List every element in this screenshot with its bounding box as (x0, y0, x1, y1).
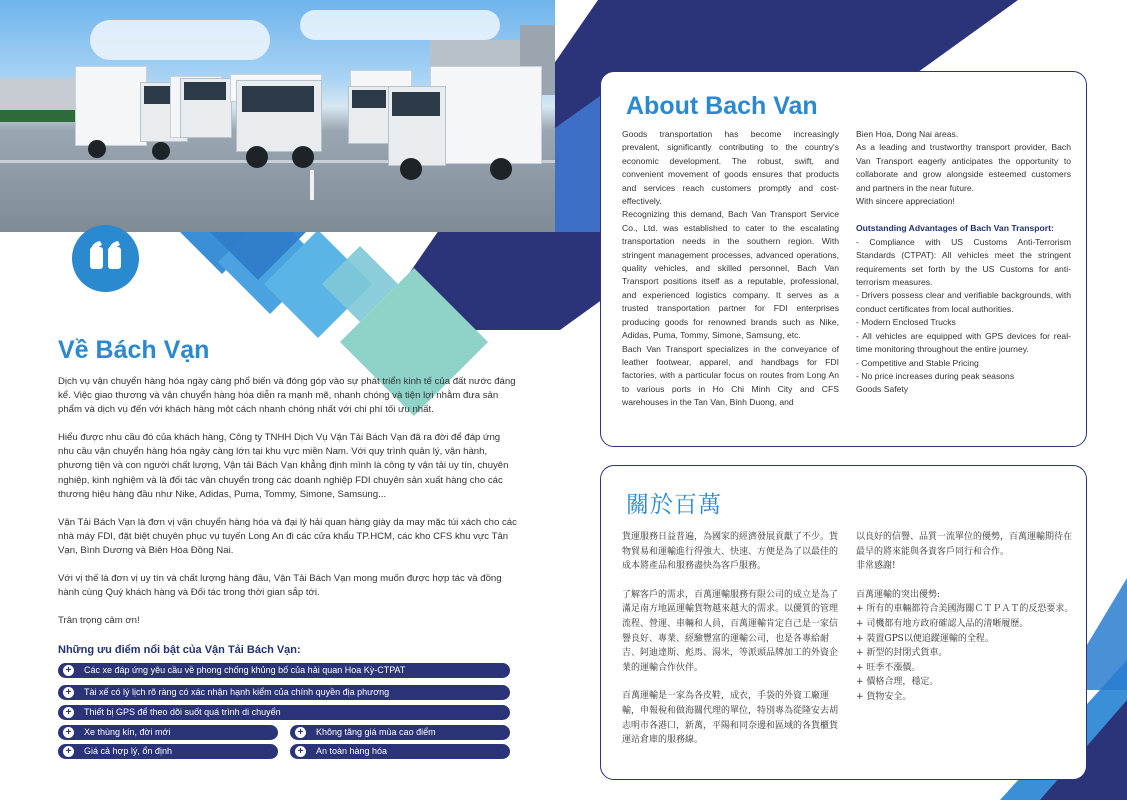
plus-icon: + (63, 687, 74, 698)
vietnamese-body (58, 375, 518, 642)
plus-icon: + (63, 707, 74, 718)
quote-badge (72, 225, 139, 292)
zh-advantage-1: + 所有的車輛都符合美國海關ＣＴＰＡＴ的反恐要求。 (856, 604, 1074, 615)
en-advantage-4: - All vehicles are equipped with GPS devices for real-time monitoring throughout the entire journey. (856, 330, 1071, 355)
en-advantages-title: Outstanding Advantages of Bach Van Transport: (856, 223, 1054, 234)
vn-advantage-3 (58, 705, 510, 720)
en-advantage-5: - Competitive and Stable Pricing (856, 357, 979, 368)
zh-advantage-5: + 旺季不漲價。 (856, 662, 921, 673)
vn-advantages-title: Những ưu điểm nổi bật của Vận Tải Bách Vạn: (58, 644, 301, 656)
zh-col1-paragraph-1: 貨運服務日益普遍，為國家的經濟發展貢獻了不少。貨物貿易和運輸進行得強大、快速、方便是為了以最佳的成本將產品和服務盡快為客戶服務。 (622, 532, 839, 572)
vn-advantage-3-label: Thiết bị GPS để theo dõi suốt quá trình di chuyển (84, 707, 281, 717)
en-col1-paragraph-3: Bach Van Transport specializes in the conveyance of leather footwear, apparel, and handbags for FDI factories, with a particular focus on routes from Long An to various ports in Ho Chi Minh City and CFS warehouses in the Tan Van, Binh Duong, and (622, 343, 839, 408)
zh-advantage-3: + 裝置GPS以便追蹤運輸的全程。 (856, 633, 994, 644)
vn-paragraph-5: Trân trọng cảm ơn! (58, 615, 140, 627)
en-col2-paragraph-2: As a leading and trustworthy transport provider, Bach Van Transport eagerly anticipates the opportunity to collaborate and grow alongside esteemed customers and partners in the near future. (856, 142, 1071, 193)
en-advantage-1: - Compliance with US Customs Anti-Terrorism Standards (CTPAT): All vehicles meet the stringent requirements set forth by the US Customs for anti-terrorism measures. (856, 236, 1071, 288)
vn-advantage-4-label: Xe thùng kín, đời mới (84, 727, 171, 737)
en-col1-paragraph-2: Recognizing this demand, Bach Van Transport Service Co., Ltd. was established to cater to the escalating transportation needs in the southern region. With stringent management processes, advanced operations, quality vehicles, and skilled personnel, Bach Van Transport positions itself as a reputable, professional, and experienced logistics company. It serves as a trusted transportation partner for FDI enterprises producing goods for renowned brands such as Nike, Adidas, Puma, Tommy, Simone, Samsung, etc. (622, 209, 839, 341)
vn-advantage-6 (58, 744, 278, 759)
zh-col2-paragraph-2: 非常感謝! (856, 561, 896, 572)
en-advantage-6: - No price increases during peak seasons (856, 370, 1015, 381)
english-title: About Bach Van (626, 92, 818, 120)
vn-advantage-1 (58, 663, 510, 678)
vn-paragraph-1: Dịch vụ vận chuyển hàng hóa ngày càng phổ biến và đóng góp vào sự phát triển kinh tế của đất nước đáng kể. Việc giao thương và vận chuyển hàng hóa diễn ra mạnh mẽ, nhanh chóng và tiện lợi nhằm đưa sản phẩm và dịch vụ đến với khách hàng một cách nhanh chóng nhất với chi phí tối ưu nhất. (58, 376, 516, 416)
vn-advantage-7 (290, 744, 510, 759)
en-advantage-7: Goods Safety (856, 384, 909, 395)
zh-advantage-6: + 價格合理，穩定。 (856, 677, 939, 688)
zh-advantage-2: + 司機都有地方政府確認人品的清晰履歷。 (856, 618, 1029, 629)
en-col1-paragraph-1: Goods transportation has become increasingly prevalent, significantly contributing to the country's economic development. The robust, swift, and convenient movement of goods ensures that products and services reach customers promptly and cost-effectively. (622, 129, 839, 207)
en-col2-paragraph-3: With sincere appreciation! (856, 196, 955, 207)
plus-icon: + (295, 746, 306, 757)
english-column-1 (622, 128, 839, 410)
zh-col1-paragraph-3: 百萬運輸是一家為各皮鞋，成衣，手袋的外資工廠運輸，申報稅和做海關代理的單位，特別專為從隆安去胡志明市各港口，新萬，平陽和同奈邊和區域的各貨櫃貨運站倉庫的服務線。 (622, 691, 839, 746)
vn-advantage-5 (290, 725, 510, 740)
zh-col2-paragraph-1: 以良好的信譽、品質一流單位的優勢，百萬運輸期待在最早的將來能與各貴客戶同行和合作。 (856, 532, 1073, 557)
plus-icon: + (63, 665, 74, 676)
zh-advantage-7: + 貨物安全。 (856, 691, 912, 702)
vn-paragraph-4: Với vị thế là đơn vị uy tín và chất lượng hàng đầu, Vận Tải Bách Vạn mong muốn được hợp tác và đồng hành cùng Quý khách hàng và Đối tác trong thời gian sắp tới. (58, 573, 502, 599)
vn-advantage-5-label: Không tăng giá mùa cao điểm (316, 727, 436, 737)
plus-icon: + (295, 727, 306, 738)
chinese-column-1 (622, 530, 840, 762)
trucks-photo (0, 0, 555, 232)
zh-col1-paragraph-2: 了解客戶的需求，百萬運輸服務有限公司的成立是為了滿足南方地區運輸貨物越來越大的需求。以優質的管理流程、營運、車輛和人員，百萬運輸肯定自己是一家信譽良好、專業、經驗豐富的運輸公司，也是各專給耐吉、阿迪達斯、彪馬、湯米，等派頭品牌加工的外資企業的運輸合作伙伴。 (622, 589, 839, 673)
vn-advantage-2-label: Tài xế có lý lịch rõ ràng có xác nhận hạnh kiểm của chính quyền địa phương (84, 687, 390, 697)
quote-icon (72, 225, 139, 292)
chinese-column-2 (856, 530, 1078, 705)
en-advantage-3: - Modern Enclosed Trucks (856, 317, 956, 328)
vn-paragraph-3: Vận Tải Bách Vạn là đơn vị vận chuyển hàng hóa và đại lý hải quan hàng giày da may mặc túi xách cho các nhà máy FDI, đặt biệt chuyên phục vụ tuyến Long An đi các cửa khẩu TP.HCM, các kho CFS khu vực Tân Vạn, Bình Dương và Biên Hòa Đồng Nai. (58, 516, 517, 556)
vn-advantage-4 (58, 725, 278, 740)
vn-paragraph-2: Hiểu được nhu cầu đó của khách hàng, Công ty TNHH Dịch Vụ Vận Tải Bách Vạn đã ra đời để đáp ứng nhu cầu vận chuyển hàng hóa ngày càng lớn tại khu vực miền Nam. Với quy trình quản lý, vận hành, phương tiện và con người chất lượng, Vận tải Bách Vạn khẳng định mình là công ty vận tải uy tín, chuyên nghiệp, kinh nghiệm và là đối tác vận chuyển trong các doanh nghiệp FDI chuyên sản xuất hàng cho các thương hiệu hàng đầu như Nike, Adidas, Puma, Tommy, Simone, Samsung... (58, 432, 509, 500)
vietnamese-title: Về Bách Vạn (58, 336, 210, 364)
plus-icon: + (63, 727, 74, 738)
zh-advantages-title: 百萬運輸的突出優勢: (856, 589, 941, 600)
english-column-2 (856, 128, 1071, 397)
chinese-title: 關於百萬 (626, 492, 722, 518)
plus-icon: + (63, 746, 74, 757)
vn-advantage-1-label: Các xe đáp ứng yêu cầu về phong chống khủng bố của hải quan Hoa Kỳ-CTPAT (84, 665, 406, 675)
vn-advantage-7-label: An toàn hàng hóa (316, 746, 388, 756)
en-advantage-2: - Drivers possess clear and verifiable backgrounds, with conduct certificates from local authorities. (856, 290, 1071, 314)
vn-advantage-2 (58, 685, 510, 700)
vn-advantage-6-label: Giá cả hợp lý, ổn định (84, 746, 172, 756)
zh-advantage-4: + 新型的封閉式貨車。 (856, 648, 948, 659)
en-col2-paragraph-1: Bien Hoa, Dong Nai areas. (856, 129, 959, 139)
